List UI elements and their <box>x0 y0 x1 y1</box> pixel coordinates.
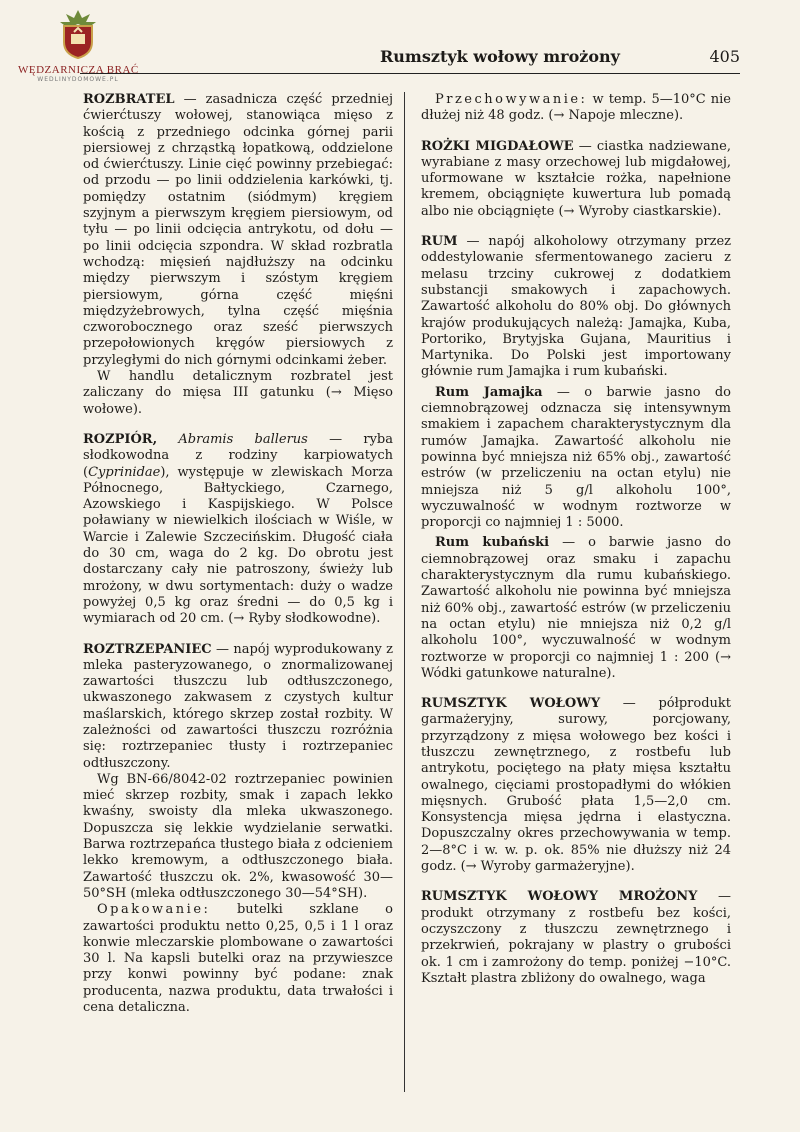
entry-paragraph <box>83 902 393 1016</box>
entry-body: w temp. 5—10°C nie dłużej niż 48 godz. (→ Napoje mleczne). <box>421 92 731 124</box>
entry-body: — napój alkoholowy otrzymany przez oddestylowanie sfermentowanego zacieru z melasu trzciny cukrowej z dodatkiem substancji smakowych i zapachowych. Zawartość alkoholu do 80% obj. Do głównych krajów produkujących należą: Jamajka, Kuba, Portoriko, Brytyjska Gujana, Mauritius i Martynika. Do Polski jest importowany głównie rum Jamajka i rum kubański. <box>421 234 731 380</box>
entry-rum <box>421 234 731 381</box>
entry-head: RUM <box>421 234 458 250</box>
latin-name: Abramis ballerus <box>178 431 308 447</box>
entry-rum-kubanski <box>421 535 731 682</box>
entry-body: — o barwie jasno do ciemnobrązowej oraz smaku i zapachu charakterystycznym dla rumu kubańskiego. Zawartość alkoholu nie powinna być mniejsza niż 60% obj., zawartość estrów (w przeliczeniu na octan etylu) nie mniejsza niż 0,2 g/l alkoholu 100°, wyczuwalność w wodnym roztworze w proporcji co najmniej 1 : 200 (→ Wódki gatunkowe naturalne). <box>421 535 731 681</box>
header-rule <box>80 73 740 74</box>
page-header <box>380 47 740 71</box>
entry-body: — zasadnicza część przedniej ćwierćtuszy wołowej, stanowiąca mięso z kością z przedniego odcinka górnej parii piersiowej z chrząstką łopatkową, oddzielone od ćwierćtuszy. Linie cięć powinny przebiegać: od przodu — po linii oddzielenia karkówki, tj. pomiędzy ostatnim (siódmym) kręgiem szyjnym a pierwszym kręgiem piersiowym, od tyłu — po linii odcięcia antrykotu, od dołu — po linii odcięcia szpondra. W skład rozbratla wchodzą: mięsień najdłuższy na odcinku między pierwszym i szóstym kręgiem piersiowym, górna część mięśni międzyżebrowych, tylna część mięśnia czworobocznego oraz sześć pierwszych przepołowionych kręgów piersiowych z przyległymi do nich górnymi odcinkami żeber. <box>83 92 393 368</box>
entry-body: — ciastka nadziewane, wyrabiane z masy orzechowej lub migdałowej, uformowane w kształcie rożka, napełnione kremem, obciągnięte kuwertura lub pomadą albo nie obciągnięte (→ Wyroby ciastkarskie). <box>421 138 731 219</box>
family-name: Cyprinidae <box>88 464 161 480</box>
sub-head: Rum kubański <box>435 535 550 551</box>
entry-head: RUMSZTYK WOŁOWY MROŻONY <box>421 889 698 905</box>
entry-rozpior <box>83 432 393 628</box>
entry-head: ROŻKI MIGDAŁOWE <box>421 138 574 154</box>
entry-paragraph: Wg BN-66/8042-02 roztrzepaniec powinien mieć skrzep rozbity, smak i zapach lekko kwaśny, swoisty dla mleka ukwaszonego. Dopuszcza się lekkie wydzielanie serwatki. Barwa roztrzepańca tłustego biała z odcieniem lekko kremowym, a odtłuszczonego biała. Zawartość tłuszczu ok. 2%, kwasowość 30—50°SH (mleka odtłuszczonego 30—54°SH). <box>83 771 393 901</box>
spaced-label: Opakowanie: <box>97 902 211 918</box>
entry-body: — napój wyprodukowany z mleka pasteryzowanego, o znormalizowanej zawartości tłuszczu lub odtłuszczonego, ukwaszonego zakwasem z czystych kultur maślarskich, którego skrzep został rozbity. W zależności od zawartości tłuszczu rozróżnia się: roztrzepaniec tłusty i roztrzepaniec odtłuszczony. <box>83 641 393 771</box>
entry-head: ROZPIÓR, <box>83 431 158 447</box>
column-divider <box>404 92 405 1092</box>
entry-head: ROZTRZEPANIEC <box>83 641 212 657</box>
logo-name: WĘDZARNICZA BRAĆ <box>18 64 139 76</box>
entry-body: ), występuje w zlewiskach Morza Północnego, Bałtyckiego, Czarnego, Azowskiego i Kaspijskiego. W Polsce poławiany w niewielkich ilościach w Wiśle, w Warcie i Zalewie Szczecińskim. Długość ciała do 30 cm, waga do 2 kg. Do obrotu jest dostarczany cały nie patroszony, świeży lub mrożony, w dwu sortymentach: duży o wadze powyżej 0,5 kg oraz średni — do 0,5 kg i wymiarach od 20 cm. (→ Ryby słodkowodne). <box>83 464 393 627</box>
crest-icon <box>56 8 100 60</box>
entry-body: — półprodukt garmażeryjny, surowy, porcjowany, przyrządzony z mięsa wołowego bez kości i tłuszczu zewnętrznego, z rostbefu lub antrykotu, pociętego na płaty mięsa kształtu owalnego, cięciami prostopadłymi do włókien mięsnych. Grubość płata 1,5—2,0 cm. Konsystencja mięsa jędrna i elastyczna. Dopuszczalny okres przechowywania w temp. 2—8°C i w. w. p. ok. 85% nie dłuższy niż 24 godz. (→ Wyroby garmażeryjne). <box>421 696 732 875</box>
entry-head: RUMSZTYK WOŁOWY <box>421 696 601 712</box>
entry-rozki-migdalowe <box>421 139 731 220</box>
entry-body: — o barwie jasno do ciemnobrązowej odznacza się intensywnym smakiem i zapachem charakterystycznym dla rumów Jamajka. Zawartość alkoholu nie powinna być mniejsza niż 65% obj., zawartość estrów (w przeliczeniu na octan etylu) nie mniejsza niż 5 g/l alkoholu 100°, wyczuwalność w wodnym roztworze w proporcji co najmniej 1 : 5000. <box>421 384 731 531</box>
entry-body: butelki szklane o zawartości produktu netto 0,25, 0,5 i 1 l oraz konwie mleczarskie plombowane o zawartości 30 l. Na kapsli butelki oraz na przywieszce przy konwi powinny być podane: znak producenta, nazwa produktu, data trwałości i cena detaliczna. <box>83 902 393 1016</box>
entry-rumsztyk-wolowy <box>421 696 731 875</box>
entry-paragraph: W handlu detalicznym rozbratel jest zaliczany do mięsa III gatunku (→ Mięso wołowe). <box>83 369 393 417</box>
entry-rum-jamajka <box>421 385 731 532</box>
sub-head: Rum Jamajka <box>435 384 543 400</box>
spaced-label: Przechowywanie: <box>435 92 588 107</box>
entry-body: — produkt otrzymany z rostbefu bez kości, oczyszczony z tłuszczu zewnętrznego i przekrwień, pokrajany w plastry o grubości ok. 1 cm i zamrożony do temp. poniżej −10°C. Kształt plastra zbliżony do owalnego, waga <box>421 889 731 986</box>
entry-paragraph <box>421 92 731 125</box>
entry-rozbratel <box>83 92 393 369</box>
right-column <box>421 92 731 987</box>
running-title: Rumsztyk wołowy mrożony <box>380 47 620 66</box>
entry-body: — ryba słodkowodna z rodziny karpiowatych ( <box>83 431 393 480</box>
publisher-logo <box>18 8 138 103</box>
entry-rumsztyk-mrozony <box>421 889 731 987</box>
entry-head: ROZBRATEL <box>83 92 175 107</box>
entry-roztrzepaniec <box>83 642 393 772</box>
left-column <box>83 92 393 1016</box>
page-number: 405 <box>709 47 740 66</box>
logo-url: WEDLINYDOMOWE.PL <box>37 76 119 83</box>
